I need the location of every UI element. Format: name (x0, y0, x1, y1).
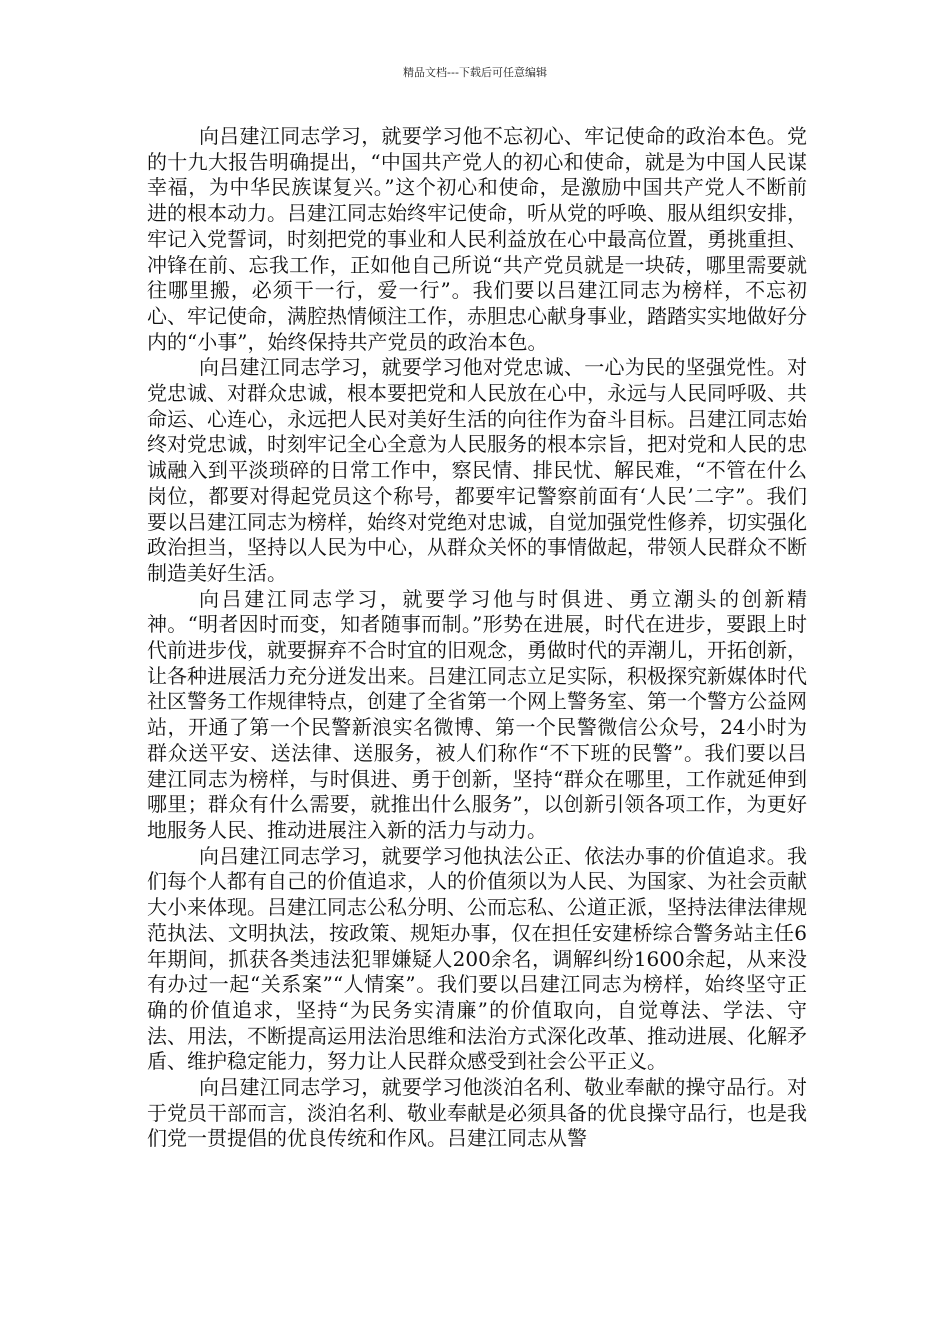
paragraph-1: 向吕建江同志学习，就要学习他不忘初心、牢记使命的政治本色。党的十九大报告明确提出，“中国共产党人的初心和使命，就是为中国人民谋幸福，为中华民族谋复兴。”这个初心和使命，是激励中国共产党人不断前进的根本动力。吕建江同志始终牢记使命，听从党的呼唤、服从组织安排，牢记入党誓词，时刻把党的事业和人民利益放在心中最高位置，勇挑重担、冲锋在前、忘我工作，正如他自己所说“共产党员就是一块砖，哪里需要就往哪里搬，必须干一行，爱一行”。我们要以吕建江同志为榜样，不忘初心、牢记使命，满腔热情倾注工作，赤胆忠心献身事业，踏踏实实地做好分内的“小事”，始终保持共产党员的政治本色。 (147, 124, 807, 354)
paragraph-3: 向吕建江同志学习，就要学习他与时俱进、勇立潮头的创新精神。“明者因时而变，知者随事而制。”形势在进展，时代在进步，要跟上时代前进步伐，就要摒弃不合时宜的旧观念，勇做时代的弄潮儿，开拓创新，让各种进展活力充分迸发出来。吕建江同志立足实际，积极探究新媒体时代社区警务工作规律特点，创建了全省第一个网上警务室、第一个警方公益网站，开通了第一个民警新浪实名微博、第一个民警微信公众号，24小时为群众送平安、送法律、送服务，被人们称作“不下班的民警”。我们要以吕建江同志为榜样，与时俱进、勇于创新，坚持“群众在哪里，工作就延伸到哪里；群众有什么需要，就推出什么服务”，以创新引领各项工作，为更好地服务人民、推动进展注入新的活力与动力。 (147, 586, 807, 842)
document-body (147, 124, 807, 1152)
paragraph-5: 向吕建江同志学习，就要学习他淡泊名利、敬业奉献的操守品行。对于党员干部而言，淡泊名利、敬业奉献是必须具备的优良操守品行，也是我们党一贯提倡的优良传统和作风。吕建江同志从警 (147, 1075, 807, 1151)
paragraph-2: 向吕建江同志学习，就要学习他对党忠诚、一心为民的坚强党性。对党忠诚、对群众忠诚，根本要把党和人民放在心中，永远与人民同呼吸、共命运、心连心，永远把人民对美好生活的向往作为奋斗目标。吕建江同志始终对党忠诚，时刻牢记全心全意为人民服务的根本宗旨，把对党和人民的忠诚融入到平淡琐碎的日常工作中，察民情、排民忧、解民难，“不管在什么岗位，都要对得起党员这个称号，都要牢记警察前面有‘人民’二字”。我们要以吕建江同志为榜样，始终对党绝对忠诚，自觉加强党性修养，切实强化政治担当，坚持以人民为中心，从群众关怀的事情做起，带领人民群众不断制造美好生活。 (147, 355, 807, 585)
paragraph-4: 向吕建江同志学习，就要学习他执法公正、依法办事的价值追求。我们每个人都有自己的价值追求，人的价值须以为人民、为国家、为社会贡献大小来体现。吕建江同志公私分明、公而忘私、公道正派，坚持法律法律规范执法、文明执法，按政策、规矩办事，仅在担任安建桥综合警务站主任6年期间，抓获各类违法犯罪嫌疑人200余名，调解纠纷1600余起，从来没有办过一起“关系案”“人情案”。我们要以吕建江同志为榜样，始终坚守正确的价值追求，坚持“为民务实清廉”的价值取向，自觉尊法、学法、守法、用法，不断提高运用法治思维和法治方式深化改革、推动进展、化解矛盾、维护稳定能力，努力让人民群众感受到社会公平正义。 (147, 843, 807, 1074)
page-header: 精品文档---下载后可任意编辑 (403, 66, 547, 79)
